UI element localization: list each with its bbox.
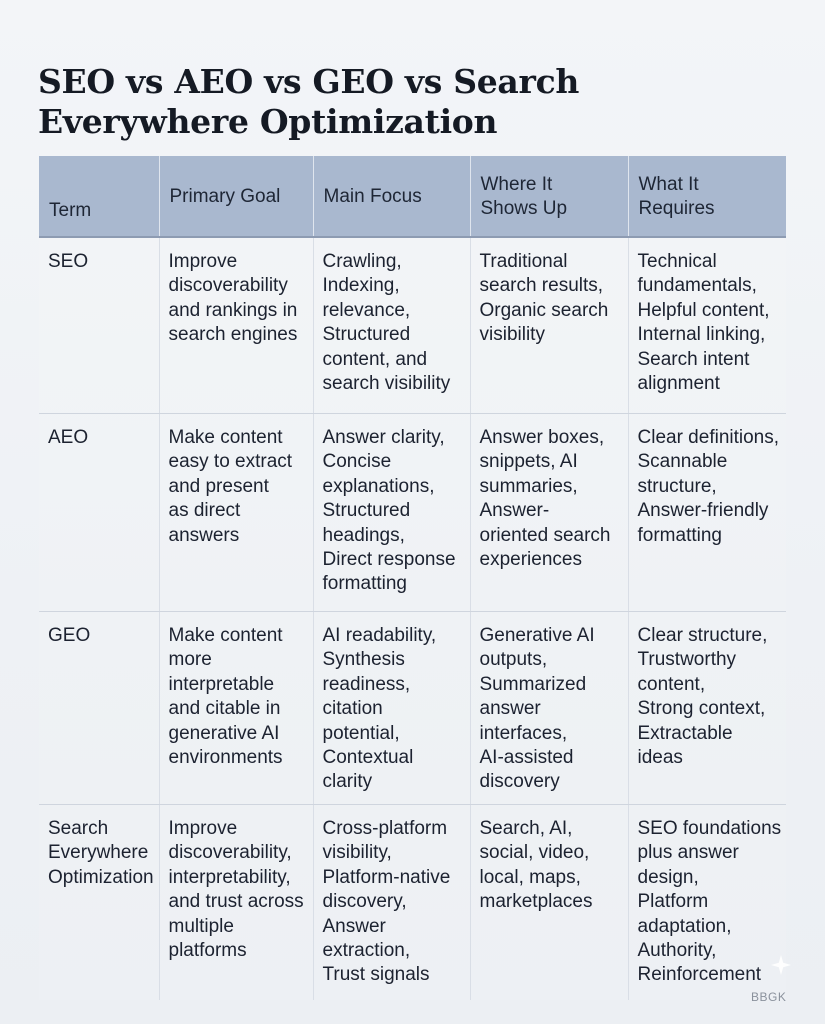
table-cell-term: [39, 414, 159, 612]
table-cell-term: [39, 237, 159, 414]
table-cell-primary-goal: [159, 612, 313, 805]
table-cell-main-focus: [313, 612, 470, 805]
cell-text: Crawling, Indexing, relevance, Structured content, and search visibility: [322, 251, 451, 395]
cell-text: Clear structure, Trustworthy content, Strong context, Extractable ideas: [637, 625, 768, 769]
table-row: [39, 237, 786, 414]
table-cell-main-focus: [313, 414, 470, 612]
cell-text: Answer clarity, Concise explanations, Structured headings, Direct response formatting: [322, 427, 456, 595]
column-header-label: Main Focus: [323, 186, 422, 207]
column-header-label: Where It Shows Up: [480, 174, 568, 219]
table-cell-term: [39, 612, 159, 805]
cell-text: Clear definitions, Scannable structure, Answer-friendly formatting: [637, 427, 780, 546]
table-cell-where-it-shows-up: [470, 414, 628, 612]
column-header-label: What It Requires: [638, 174, 715, 219]
table-cell-what-it-requires: [628, 237, 786, 414]
column-header-where-it-shows-up: [470, 156, 628, 237]
table-cell-primary-goal: [159, 805, 313, 1001]
table-row: [39, 612, 786, 805]
table-cell-where-it-shows-up: [470, 805, 628, 1001]
table-header: [39, 156, 786, 237]
watermark: BBGK: [751, 990, 787, 1004]
cell-text: GEO: [48, 625, 91, 646]
cell-text: Make content more interpretable and citable in generative AI environments: [168, 625, 283, 769]
cell-text: Technical fundamentals, Helpful content, Internal linking, Search intent alignment: [637, 251, 770, 395]
table-cell-primary-goal: [159, 414, 313, 612]
cell-text: SEO: [48, 251, 89, 272]
cell-text: Generative AI outputs, Summarized answer interfaces, AI-assisted discovery: [479, 625, 595, 793]
comparison-table: [39, 156, 786, 1000]
column-header-term: [39, 156, 159, 237]
table-cell-where-it-shows-up: [470, 612, 628, 805]
table-cell-term: [39, 805, 159, 1001]
cell-text: Improve discoverability and rankings in search engines: [168, 251, 298, 346]
column-header-main-focus: [313, 156, 470, 237]
cell-text: Search Everywhere Optimization: [48, 818, 154, 888]
cell-text: Improve discoverability, interpretability, and trust across multiple platforms: [168, 818, 304, 962]
table-cell-what-it-requires: [628, 805, 786, 1001]
column-header-label: Primary Goal: [169, 186, 281, 207]
column-header-primary-goal: [159, 156, 313, 237]
cell-text: SEO foundations plus answer design, Platform adaptation, Authority, Reinforcement: [637, 818, 782, 986]
table-cell-main-focus: [313, 805, 470, 1001]
table-cell-primary-goal: [159, 237, 313, 414]
column-header-label: Term: [49, 200, 92, 221]
table-row: [39, 805, 786, 1001]
table-body: [39, 237, 786, 1000]
table-row: [39, 414, 786, 612]
cell-text: Search, AI, social, video, local, maps, marketplaces: [479, 818, 593, 913]
cell-text: AI readability, Synthesis readiness, citation potential, Contextual clarity: [322, 625, 437, 793]
sparkle-icon: [770, 954, 792, 976]
table-cell-where-it-shows-up: [470, 237, 628, 414]
cell-text: Cross-platform visibility, Platform-native discovery, Answer extraction, Trust signals: [322, 818, 451, 986]
cell-text: Traditional search results, Organic search visibility: [479, 251, 609, 346]
header-row: [39, 156, 786, 237]
page-title: SEO vs AEO vs GEO vs Search Everywhere Optimization: [38, 62, 580, 141]
column-header-what-it-requires: [628, 156, 786, 237]
cell-text: Make content easy to extract and present as direct answers: [168, 427, 293, 546]
table-cell-what-it-requires: [628, 414, 786, 612]
cell-text: Answer boxes, snippets, AI summaries, Answer- oriented search experiences: [479, 427, 611, 571]
table-cell-main-focus: [313, 237, 470, 414]
table-cell-what-it-requires: [628, 612, 786, 805]
cell-text: AEO: [48, 427, 89, 448]
